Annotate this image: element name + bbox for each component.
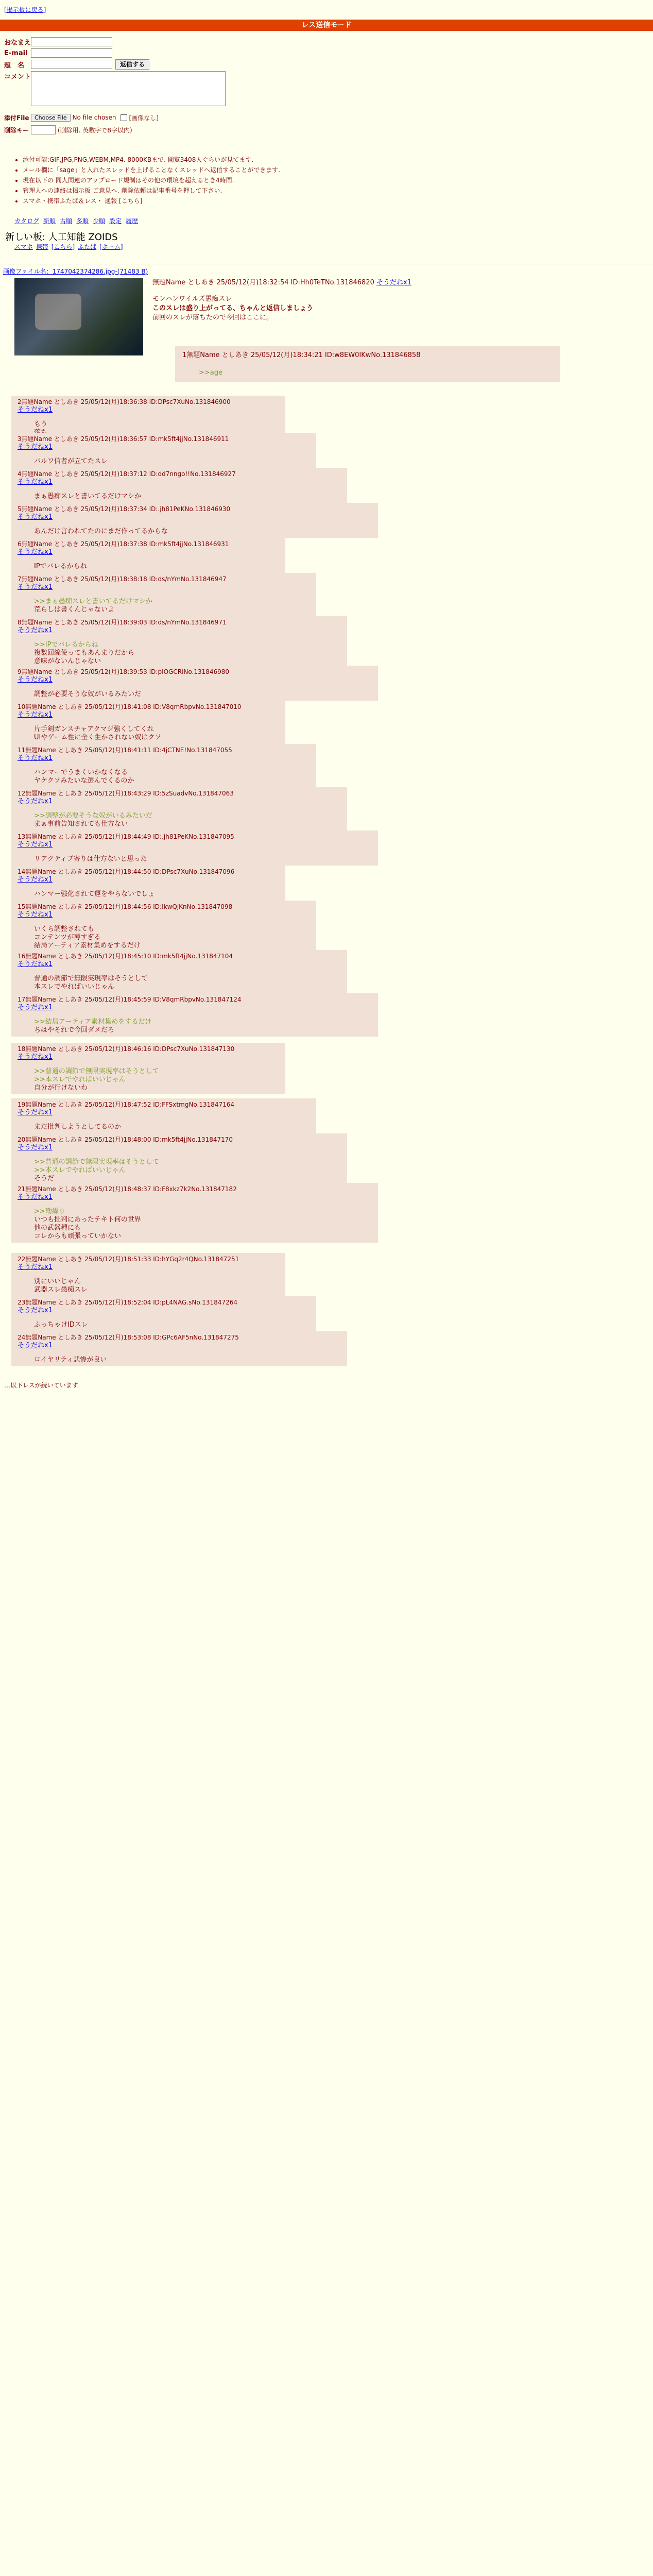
- reply-post: [11, 1253, 285, 1296]
- reply-post: [11, 744, 316, 787]
- reply-line: ふっちゃけIDスレ: [34, 1321, 88, 1329]
- reply-line: 普通の調節で無限実現率はそうとして: [34, 975, 148, 982]
- sodane-link[interactable]: そうだねx1: [18, 1307, 53, 1314]
- sodane-link[interactable]: そうだねx1: [18, 478, 53, 486]
- reply-line: 本スレでやればいいじゃん: [34, 983, 115, 991]
- sodane-link[interactable]: そうだねx1: [18, 1144, 53, 1151]
- reply-header: 6無題Name としあき 25/05/12(月)18:37:38 ID:mk5ft4jjNo.131846931: [18, 540, 229, 548]
- history-link[interactable]: 履歴: [126, 217, 139, 225]
- name-label: おなまえ: [4, 39, 31, 47]
- reply-line: UIやゲーム性に全く生かされない奴はクソ: [34, 734, 162, 741]
- reply-line: >>普通の調節で無限実現率はそうとして: [34, 1067, 159, 1075]
- choose-file-button[interactable]: Choose File: [31, 114, 71, 122]
- comment-label: コメント: [4, 73, 31, 81]
- op-post: [152, 278, 564, 323]
- file-status: No file chosen: [72, 114, 116, 121]
- mobile-link[interactable]: 携帯: [36, 243, 48, 250]
- submit-button[interactable]: 返信する: [115, 59, 149, 70]
- sodane-link[interactable]: そうだねx1: [18, 1004, 53, 1011]
- sodane-link[interactable]: そうだねx1: [18, 1193, 53, 1201]
- reply-line: IPでバレるからね: [34, 563, 87, 570]
- reply-line: 他の武器種にも: [34, 1224, 81, 1232]
- here-link[interactable]: [こちら]: [51, 243, 75, 250]
- delkey-label: 削除キー: [4, 126, 29, 134]
- reply-line: いつも批判にあったテキト何の世界: [34, 1216, 141, 1224]
- reply-post: [11, 1331, 347, 1366]
- thread-thumbnail[interactable]: [14, 278, 143, 355]
- comment-textarea[interactable]: [31, 71, 226, 106]
- sodane-link[interactable]: そうだねx1: [18, 626, 53, 634]
- reply-line: 意味がないんじゃない: [34, 657, 101, 665]
- reply-line: あんだけ言われてたのにまだ作ってるからな: [34, 528, 168, 535]
- name-input[interactable]: [31, 37, 112, 46]
- reply-header: 13無題Name としあき 25/05/12(月)18:44:49 ID:.jh81PeKNo.131847095: [18, 833, 234, 840]
- sodane-link[interactable]: そうだねx1: [18, 513, 53, 521]
- op-first-reply: [175, 346, 560, 382]
- note-item: • 管理人への連絡は掲示板 ご意見へ. 削除依頼は記事番号を押して下さい.: [23, 185, 529, 196]
- futaba-link[interactable]: ふたば: [78, 243, 97, 250]
- sodane-link[interactable]: そうだねx1: [18, 798, 53, 805]
- reply-header: 3無題Name としあき 25/05/12(月)18:36:57 ID:mk5ft4jjNo.131846911: [18, 435, 229, 443]
- reply-line: >>本スレでやればいいじゃん: [34, 1166, 126, 1174]
- delete-link[interactable]: そうだねx1: [376, 279, 411, 286]
- reply-post: [11, 1296, 316, 1331]
- reply-post: [11, 787, 347, 831]
- reply-post: [11, 993, 378, 1037]
- reply-header: 5無題Name としあき 25/05/12(月)18:37:34 ID:.jh81PeKNo.131846930: [18, 505, 231, 513]
- no-image-checkbox[interactable]: [121, 114, 127, 121]
- reply-line: まぁ事前告知されても仕方ない: [34, 820, 128, 828]
- sort-few-link[interactable]: 少順: [93, 217, 106, 225]
- email-input[interactable]: [31, 48, 112, 58]
- reply-post: [11, 1183, 378, 1243]
- note-item: • スマホ・携帯ふたば＆レス・ 通報 [こちら]: [23, 196, 529, 206]
- reply-header: 14無題Name としあき 25/05/12(月)18:44:50 ID:DPsc7XuNo.131847096: [18, 868, 235, 875]
- note-item: • 現在以下の 同人関連のアップロード規制はその他の環境を超えるとき4時間.: [23, 175, 529, 185]
- sort-many-link[interactable]: 多順: [76, 217, 89, 225]
- reply-header: 24無題Name としあき 25/05/12(月)18:53:08 ID:GPc6AF5nNo.131847275: [18, 1334, 239, 1341]
- sodane-link[interactable]: そうだねx1: [18, 548, 53, 556]
- reply-line: 荒らしは書くんじゃないよ: [34, 606, 115, 614]
- reply-line: >>IPでバレるからね: [34, 641, 98, 649]
- sodane-link[interactable]: そうだねx1: [18, 711, 53, 719]
- reply-line: >>本スレでやればいいじゃん: [34, 1076, 126, 1083]
- subject-label: 題 名: [4, 61, 25, 70]
- reply-line: 片手剣ガンスチャアクマジ強くしてくれ: [34, 725, 154, 733]
- sodane-link[interactable]: そうだねx1: [18, 841, 53, 849]
- sort-links: [14, 216, 142, 225]
- reply-line: >>普通の調節で無限実現率はそうとして: [34, 1158, 159, 1166]
- email-label: E-mail: [4, 49, 28, 57]
- reply-line: ハンマー強化されて運をやらないでしょ: [34, 890, 155, 898]
- reply-line: コレからも頑張っていかない: [34, 1232, 122, 1240]
- sodane-link[interactable]: そうだねx1: [18, 1342, 53, 1349]
- reply-post: [11, 866, 285, 901]
- op-header: 無題Name としあき 25/05/12(月)18:32:54 ID:Hh0TeTNo.131846820 そうだねx1: [152, 279, 411, 286]
- sodane-link[interactable]: そうだねx1: [18, 1109, 53, 1116]
- reply-line: >>勘繰り: [34, 1208, 65, 1215]
- reply-line: 武器スレ愚痴スレ: [34, 1286, 88, 1294]
- reply-header: 16無題Name としあき 25/05/12(月)18:45:10 ID:mk5ft4jjNo.131847104: [18, 953, 233, 960]
- reply-header: 17無題Name としあき 25/05/12(月)18:45:59 ID:V8qmRbpvNo.131847124: [18, 996, 242, 1003]
- reply-header: 15無題Name としあき 25/05/12(月)18:44:56 ID:IkwQjKnNo.131847098: [18, 903, 233, 910]
- reply-post: [11, 538, 285, 573]
- reply-line: パルワ信者が立てたスレ: [34, 457, 108, 465]
- note-item: • メール欄に「sage」と入れたスレッドを上げることなくスレッドへ返信することができます.: [23, 165, 529, 175]
- reply-post: [11, 616, 347, 668]
- sodane-link[interactable]: そうだねx1: [18, 406, 53, 414]
- reply-header: 20無題Name としあき 25/05/12(月)18:48:00 ID:mk5ft4jjNo.131847170: [18, 1136, 233, 1143]
- reply-line: コンテンツが薄すぎる: [34, 934, 101, 941]
- delkey-note: (削除用. 英数字で8字以内): [58, 126, 132, 134]
- sodane-link[interactable]: そうだねx1: [18, 443, 53, 451]
- subject-input[interactable]: [31, 60, 112, 69]
- sodane-link[interactable]: そうだねx1: [18, 1263, 53, 1271]
- reply-line: >>調整が必要そうな奴がいるみたいだ: [34, 812, 152, 820]
- file-label: 添付File: [4, 114, 29, 122]
- reply-line: 複数回線使ってもあんまりだから: [34, 649, 135, 657]
- reply-line: >>まぁ愚痴スレと書いてるだけマシか: [34, 598, 152, 605]
- sort-old-link[interactable]: 古順: [60, 217, 73, 225]
- reply-line: まだ批判しようとしてるのか: [34, 1123, 122, 1131]
- reply-post: [11, 1043, 285, 1094]
- reply-line: ヤケクソみたいな選んでくるのか: [34, 777, 134, 785]
- reply-header: 2無題Name としあき 25/05/12(月)18:36:38 ID:DPsc7XuNo.131846900: [18, 398, 231, 405]
- reply-header: 23無題Name としあき 25/05/12(月)18:52:04 ID:pL4NAG.sNo.131847264: [18, 1299, 238, 1306]
- thread-file-line: 画像ファイル名：1747042374286.jpg-(71483 B): [3, 268, 148, 275]
- reply-header: 8無題Name としあき 25/05/12(月)18:39:03 ID:ds/nYmNo.131846971: [18, 619, 227, 626]
- reply-line: 調整が必要そうな奴がいるみたいだ: [34, 690, 142, 698]
- sodane-link[interactable]: そうだねx1: [18, 876, 53, 884]
- reply-post: [11, 433, 316, 468]
- sodane-link[interactable]: そうだねx1: [18, 676, 53, 684]
- reply-header: 12無題Name としあき 25/05/12(月)18:43:29 ID:5zSuadvNo.131847063: [18, 790, 234, 797]
- continuation-note: …以下レスが続いています: [4, 1382, 78, 1389]
- settings-link[interactable]: 設定: [109, 217, 122, 225]
- reply-line: そうだ: [34, 1175, 55, 1182]
- reply-line: >>結局アーティア素材集めをするだけ: [34, 1018, 152, 1026]
- delkey-input[interactable]: [31, 125, 56, 134]
- reply-post: [11, 831, 378, 866]
- reply-post: [11, 701, 285, 744]
- reply-post: [11, 573, 316, 616]
- reply-header: 7無題Name としあき 25/05/12(月)18:38:18 ID:ds/nYmNo.131846947: [18, 575, 227, 583]
- home-link[interactable]: [ホーム]: [99, 243, 123, 250]
- reply-post: [11, 950, 347, 993]
- reply-header: 21無題Name としあき 25/05/12(月)18:48:37 ID:F8xkz7k2No.131847182: [18, 1185, 237, 1193]
- reply-post: [11, 901, 316, 952]
- reply-line: リアクティブ寄りは仕方ないと思った: [34, 855, 147, 863]
- reply-header: 22無題Name としあき 25/05/12(月)18:51:33 ID:hYGq2r4QNo.131847251: [18, 1256, 239, 1263]
- reply-post: [11, 666, 378, 701]
- reply-mode-bar: レス送信モード: [0, 20, 653, 31]
- sodane-link[interactable]: そうだねx1: [18, 583, 53, 591]
- reply-line: いくら調整されても: [34, 925, 95, 933]
- posting-notes: [14, 155, 529, 206]
- reply-header: 4無題Name としあき 25/05/12(月)18:37:12 ID:dd7nngo!!No.131846927: [18, 470, 236, 478]
- reply-line: もう: [34, 420, 48, 428]
- no-image-label: [画像なし]: [129, 114, 159, 122]
- reply-line: 結局アーティア素材集めをするだけ: [34, 942, 141, 950]
- sodane-link[interactable]: そうだねx1: [18, 960, 53, 968]
- misc-links: [14, 242, 126, 251]
- back-to-board-link[interactable]: [掲示板に戻る]: [4, 6, 46, 13]
- op-body: モンハンワイルズ愚痴スレ このスレは盛り上がってる、ちゃんと返信しましょう 前回のスレが落ちたので今回はここに。: [152, 295, 314, 321]
- reply-post: [11, 1098, 316, 1133]
- note-item: • 添付可能:GIF,JPG,PNG,WEBM,MP4. 8000KBまで. 閲覧3408人ぐらいが見てます.: [23, 155, 529, 165]
- sodane-link[interactable]: そうだねx1: [18, 754, 53, 762]
- reply-post: [11, 468, 347, 503]
- reply-line: 別にいいじゃん: [34, 1278, 81, 1285]
- reply-post: [11, 1133, 347, 1185]
- reply-header: 11無題Name としあき 25/05/12(月)18:41:11 ID:4jCTNE!No.131847055: [18, 747, 232, 754]
- reply-header: 1無題Name としあき 25/05/12(月)18:34:21 ID:w8EW0IKwNo.131846858: [182, 351, 421, 359]
- reply-header: 9無題Name としあき 25/05/12(月)18:39:53 ID:pIOGCRiNo.131846980: [18, 668, 230, 675]
- reply-line: 自分が行けないわ: [34, 1084, 88, 1092]
- new-board-heading: 新しい板: 人工知能 ZOIDS: [5, 232, 118, 243]
- reply-line: ちはやそれで今回ダメだろ: [34, 1026, 115, 1034]
- sodane-link[interactable]: そうだねx1: [18, 1053, 53, 1061]
- sort-new-link[interactable]: 新順: [43, 217, 56, 225]
- smartphone-link[interactable]: スマホ: [14, 243, 33, 250]
- catalog-link[interactable]: カタログ: [14, 217, 40, 225]
- reply-header: 19無題Name としあき 25/05/12(月)18:47:52 ID:FFSxtmgNo.131847164: [18, 1101, 235, 1108]
- sodane-link[interactable]: そうだねx1: [18, 911, 53, 919]
- reply-header: 18無題Name としあき 25/05/12(月)18:46:16 ID:DPsc7XuNo.131847130: [18, 1045, 235, 1053]
- reply-line: ロイヤリティ悲惨が良い: [34, 1356, 107, 1364]
- reply-post: [11, 503, 378, 538]
- reply-header: 10無題Name としあき 25/05/12(月)18:41:08 ID:V8qmRbpvNo.131847010: [18, 703, 242, 710]
- reply-quote: >>age: [199, 369, 223, 377]
- reply-line: まぁ愚痴スレと書いてるだけマシか: [34, 493, 142, 500]
- reply-form: [4, 36, 365, 136]
- reply-line: ハンマーでうまくいかなくなる: [34, 769, 128, 776]
